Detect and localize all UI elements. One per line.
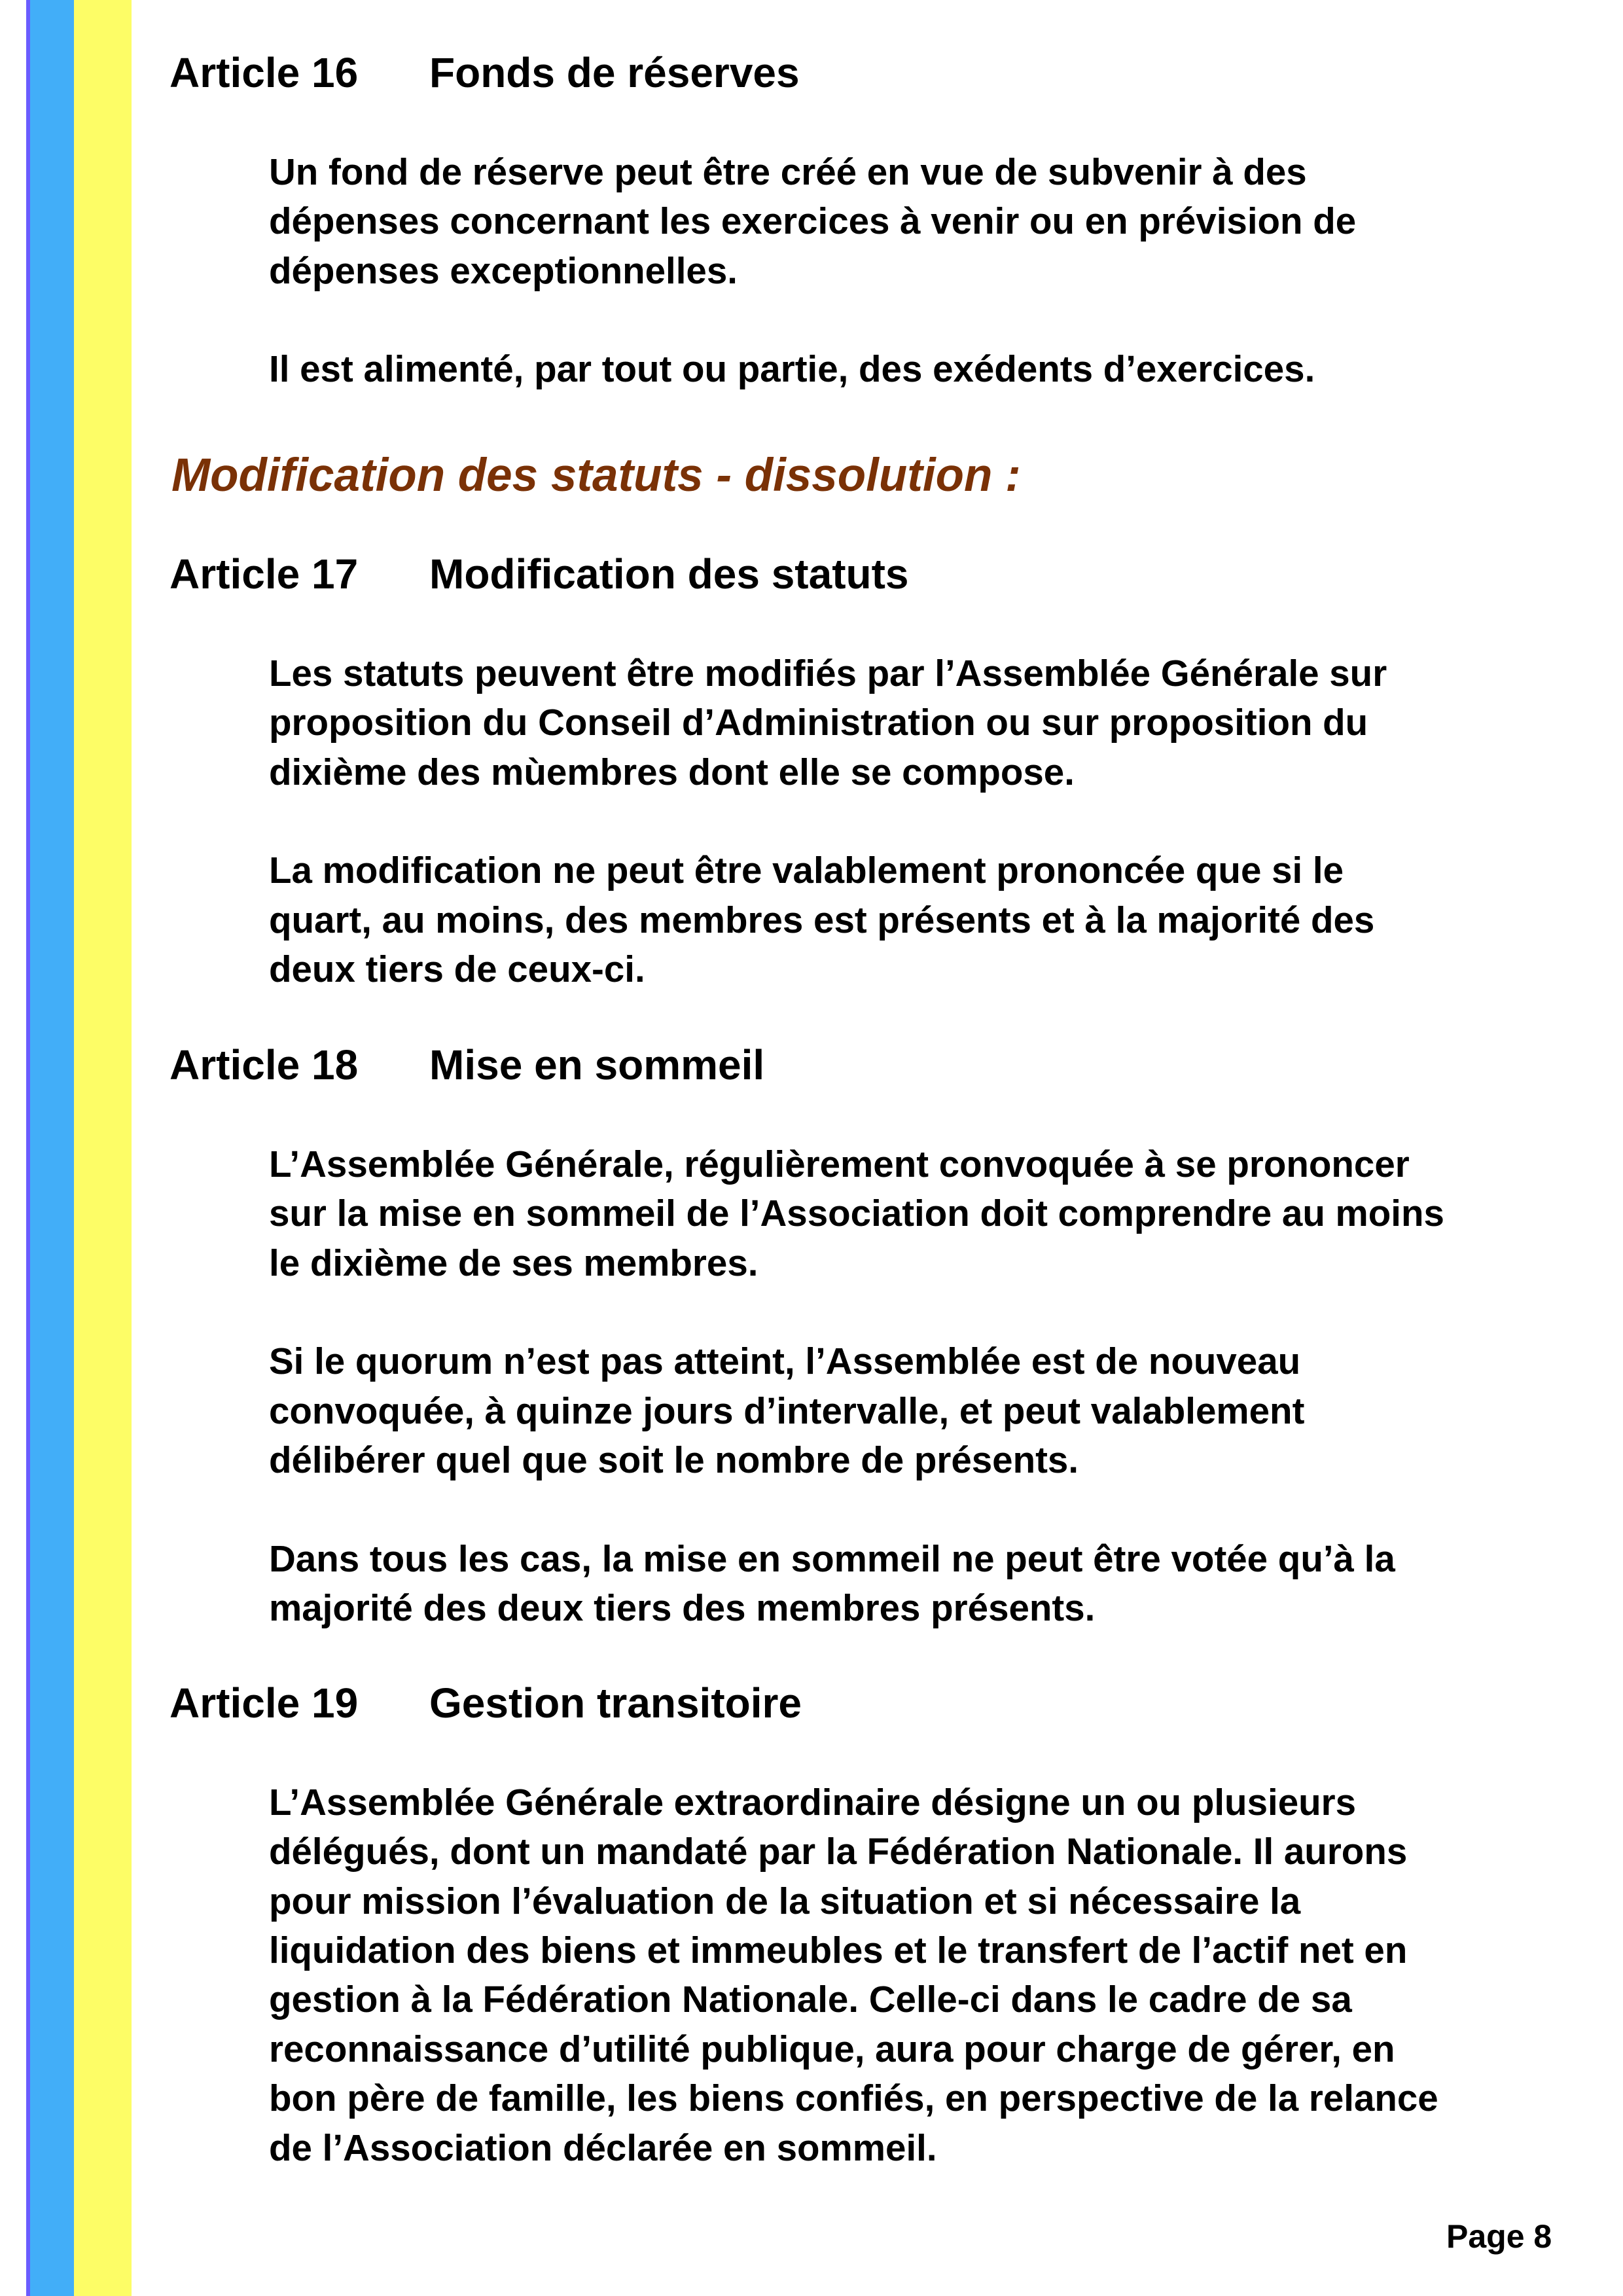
paragraph-line: délégués, dont un mandaté par la Fédération Nationale. Il aurons [269,1831,1408,1873]
paragraph-line: délibérer quel que soit le nombre de présents. [269,1439,1079,1481]
article-number: Article 18 [169,1041,359,1089]
paragraph-line: dépenses exceptionnelles. [269,249,738,291]
left-blue-band [30,0,74,2296]
paragraph-line: Dans tous les cas, la mise en sommeil ne peut être votée qu’à la [269,1538,1395,1580]
page-number: Page 8 [1446,2217,1552,2255]
article-number: Article 16 [169,49,359,97]
article-title: Mise en sommeil [429,1041,765,1089]
paragraph-line: quart, au moins, des membres est présents et à la majorité des [269,899,1375,941]
paragraph-line: Les statuts peuvent être modifiés par l’Assemblée Générale sur [269,652,1387,694]
paragraph-line: La modification ne peut être valablement prononcée que si le [269,850,1344,891]
paragraph-line: proposition du Conseil d’Administration ou sur proposition du [269,702,1368,744]
paragraph-line: majorité des deux tiers des membres présents. [269,1587,1096,1629]
paragraph-line: L’Assemblée Générale extraordinaire désigne un ou plusieurs [269,1781,1357,1823]
paragraph-line: deux tiers de ceux-ci. [269,948,645,990]
paragraph-line: dixième des mùembres dont elle se compose. [269,751,1075,793]
paragraph-line: le dixième de ses membres. [269,1242,758,1283]
paragraph-line: convoquée, à quinze jours d’intervalle, et peut valablement [269,1390,1305,1431]
paragraph-line: bon père de famille, les biens confiés, en perspective de la relance [269,2077,1438,2119]
section-heading: Modification des statuts - dissolution : [171,449,1021,501]
paragraph-line: Un fond de réserve peut être créé en vue de subvenir à des [269,151,1307,192]
article-title: Fonds de réserves [429,49,800,97]
article-number: Article 19 [169,1679,359,1727]
paragraph-line: Il est alimenté, par tout ou partie, des exédents d’exercices. [269,348,1315,390]
paragraph-line: Si le quorum n’est pas atteint, l’Assemblée est de nouveau [269,1340,1301,1382]
article-number: Article 17 [169,550,359,598]
paragraph-line: pour mission l’évaluation de la situation et si nécessaire la [269,1880,1301,1922]
paragraph-line: gestion à la Fédération Nationale. Celle-ci dans le cadre de sa [269,1979,1352,2020]
paragraph-line: L’Assemblée Générale, régulièrement convoquée à se prononcer [269,1143,1410,1185]
article-title: Gestion transitoire [429,1679,802,1727]
article-title: Modification des statuts [429,550,909,598]
paragraph-line: de l’Association déclarée en sommeil. [269,2126,937,2168]
paragraph-line: sur la mise en sommeil de l’Association doit comprendre au moins [269,1193,1444,1234]
paragraph-line: reconnaissance d’utilité publique, aura pour charge de gérer, en [269,2028,1395,2070]
paragraph-line: dépenses concernant les exercices à venir ou en prévision de [269,200,1357,242]
paragraph-line: liquidation des biens et immeubles et le transfert de l’actif net en [269,1929,1408,1971]
left-yellow-band [74,0,132,2296]
